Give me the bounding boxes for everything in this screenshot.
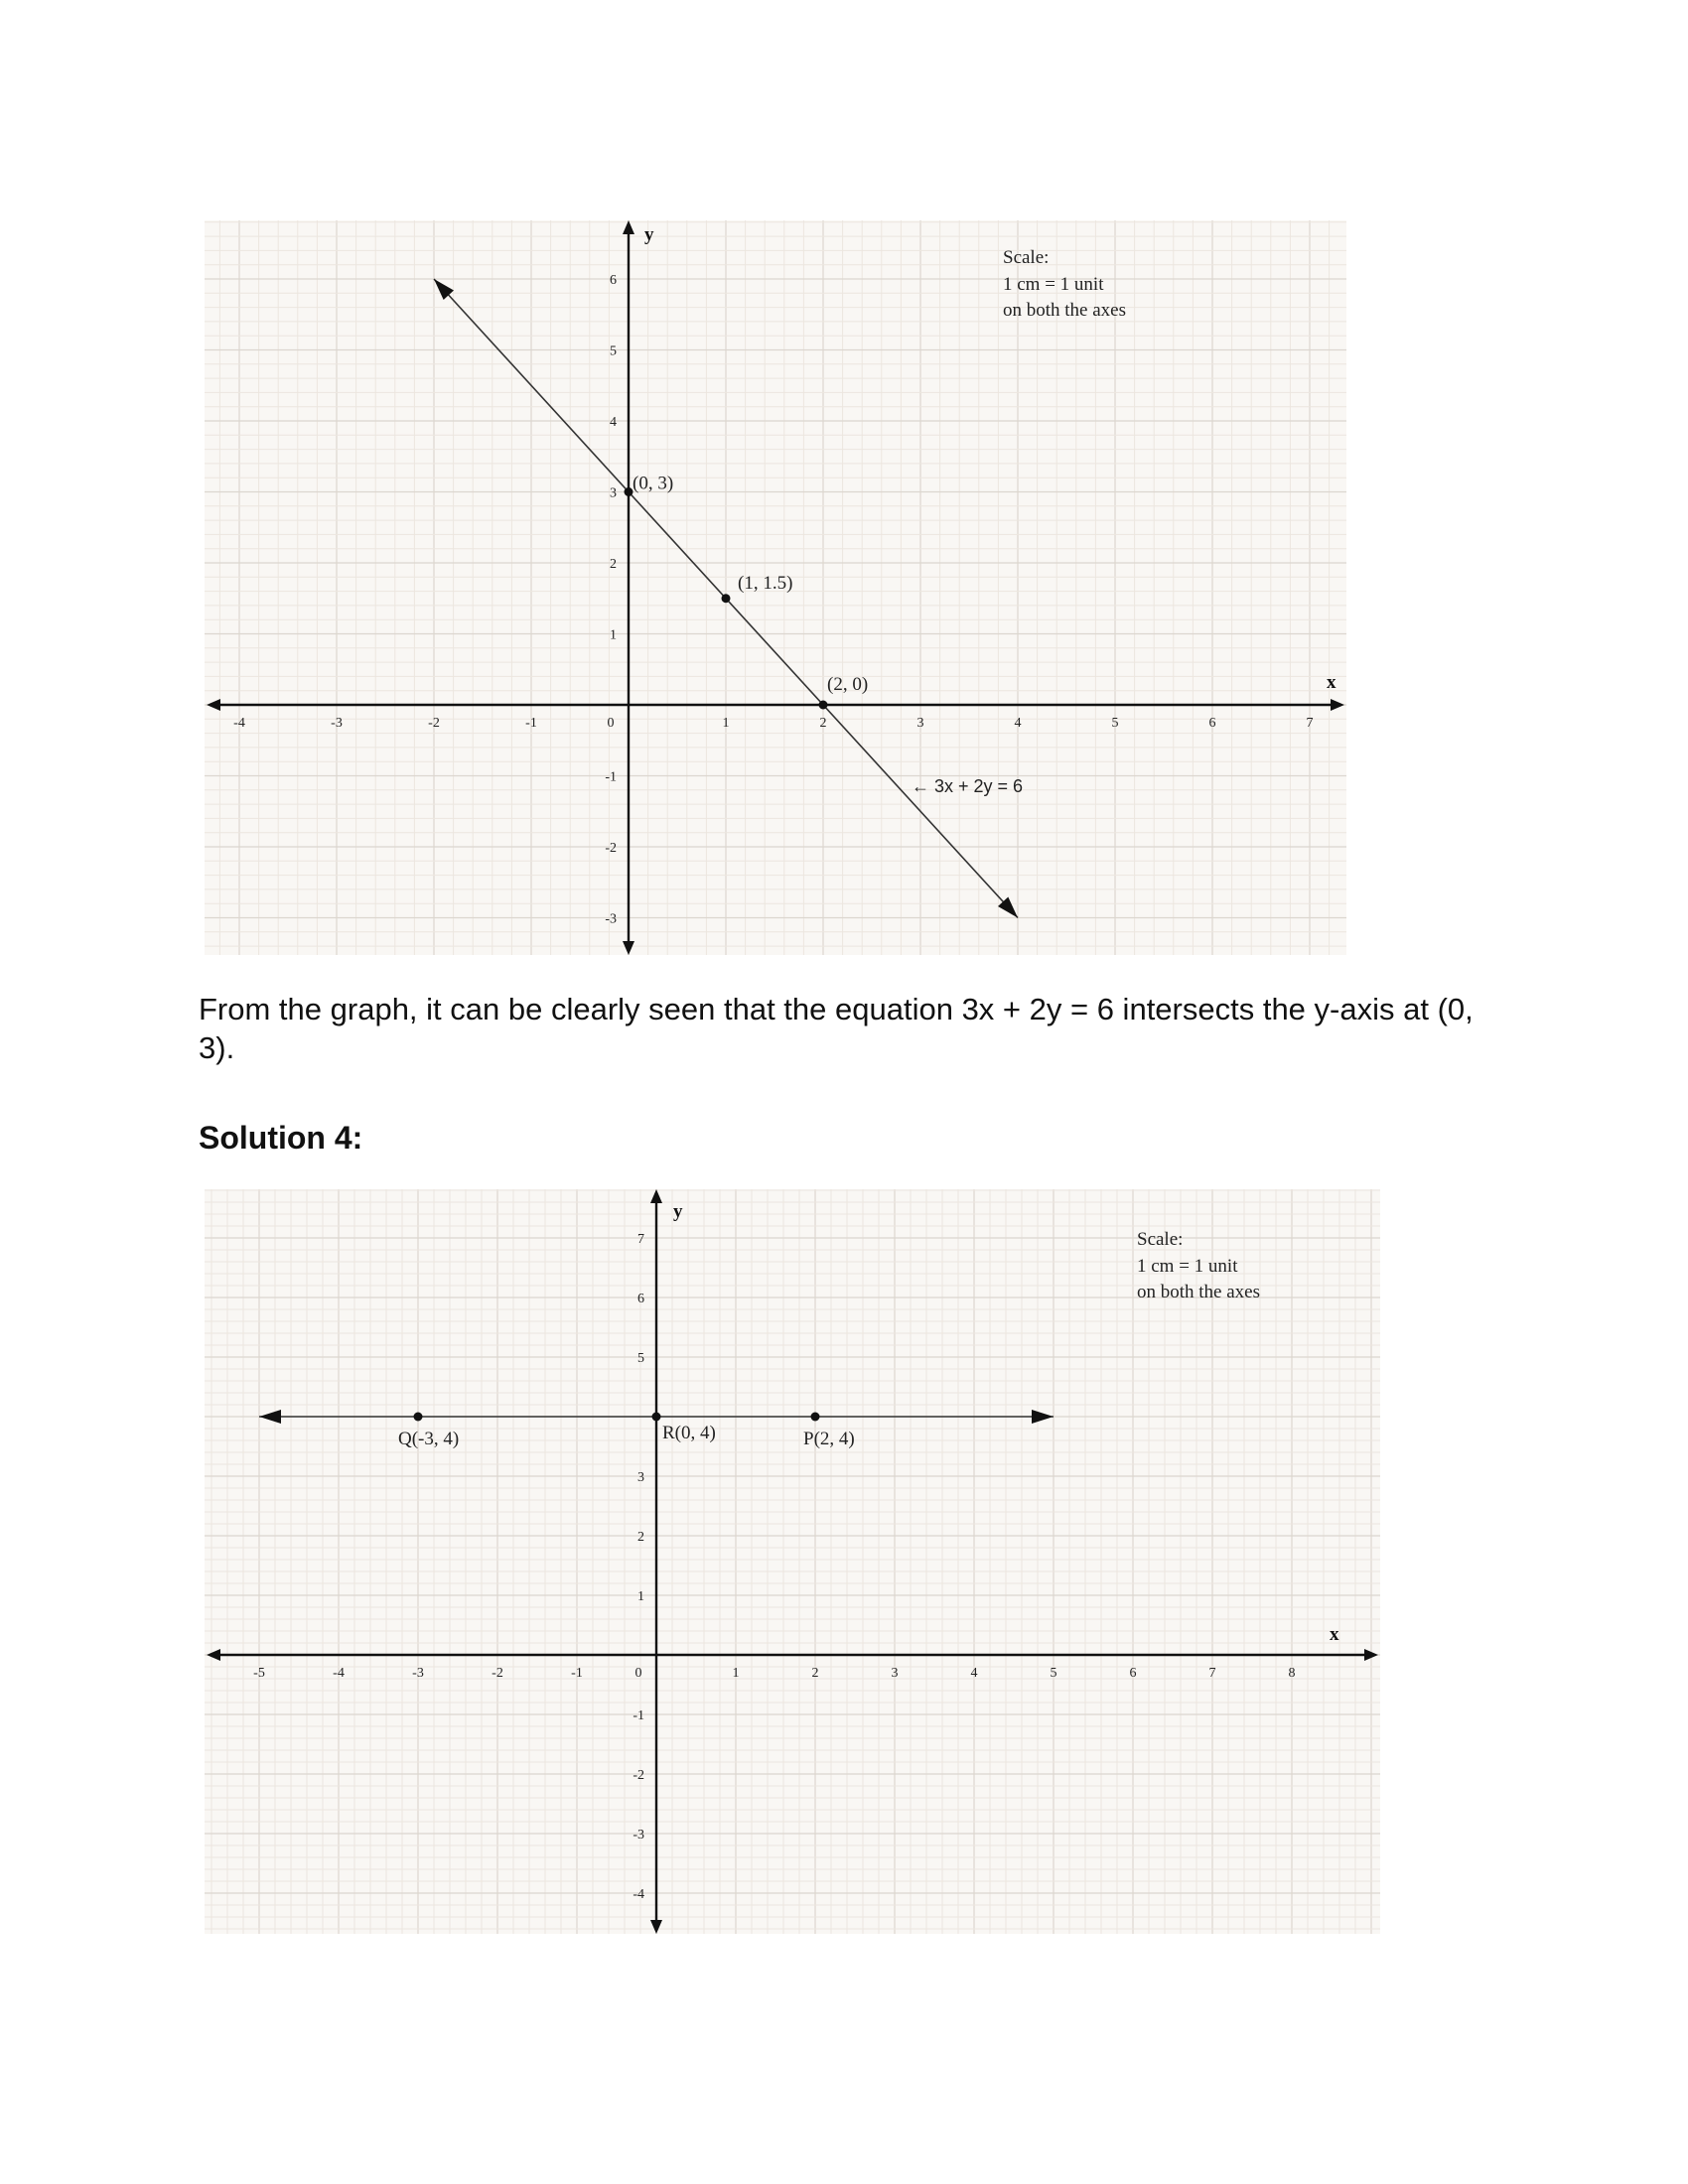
scale-title: Scale: — [1137, 1229, 1184, 1250]
y-tick-label: 3 — [637, 1470, 644, 1485]
scale-axes-note: on both the axes — [1003, 300, 1127, 321]
graph-line-y-4 — [205, 1189, 1380, 1934]
x-axis-label: x — [1330, 1624, 1339, 1645]
x-tick-label: -1 — [525, 716, 537, 731]
scale-ratio: 1 cm = 1 unit — [1137, 1256, 1238, 1277]
y-tick-label: 5 — [637, 1351, 644, 1366]
point-marker — [722, 594, 731, 603]
y-tick-label: 3 — [610, 485, 617, 501]
x-tick-label: -1 — [571, 1666, 583, 1681]
y-tick-label: -1 — [605, 769, 617, 785]
x-tick-label: -3 — [331, 716, 343, 731]
y-tick-label: 5 — [610, 343, 617, 359]
y-tick-label: -1 — [633, 1708, 644, 1723]
x-tick-label: -4 — [233, 716, 245, 731]
y-tick-label: -2 — [605, 841, 617, 856]
x-tick-label: 1 — [722, 716, 730, 731]
y-tick-label: 6 — [610, 273, 617, 288]
x-tick-label: 5 — [1050, 1666, 1057, 1681]
y-tick-label: 2 — [610, 557, 617, 572]
y-axis-label: y — [673, 1201, 683, 1222]
point-label: (2, 0) — [827, 674, 869, 695]
y-tick-label: 1 — [637, 1589, 644, 1604]
x-tick-label: 0 — [607, 716, 615, 731]
point-label: Q(-3, 4) — [398, 1429, 460, 1449]
x-tick-label: 4 — [1014, 716, 1022, 731]
x-tick-label: 6 — [1129, 1666, 1137, 1681]
point-label: (1, 1.5) — [738, 572, 793, 594]
y-tick-label: 4 — [610, 415, 617, 430]
x-tick-label: -2 — [492, 1666, 503, 1681]
x-tick-label: 3 — [891, 1666, 899, 1681]
x-tick-label: 4 — [970, 1666, 978, 1681]
y-tick-label: 6 — [637, 1292, 644, 1306]
x-tick-label: 1 — [732, 1666, 740, 1681]
x-tick-label: 7 — [1306, 716, 1314, 731]
y-tick-label: -2 — [633, 1768, 644, 1783]
y-tick-label: -3 — [633, 1828, 644, 1843]
x-tick-label: 6 — [1208, 716, 1216, 731]
x-tick-label: -2 — [428, 716, 440, 731]
point-marker — [819, 701, 828, 710]
x-tick-label: 2 — [811, 1666, 819, 1681]
y-tick-label: -3 — [605, 911, 617, 927]
y-tick-label: 2 — [637, 1530, 644, 1545]
point-label: P(2, 4) — [803, 1429, 855, 1449]
x-tick-label: 5 — [1111, 716, 1119, 731]
point-label: (0, 3) — [633, 473, 674, 494]
x-tick-label: 8 — [1288, 1666, 1296, 1681]
x-tick-label: 2 — [819, 716, 827, 731]
x-tick-label: 7 — [1208, 1666, 1216, 1681]
y-tick-label: 7 — [637, 1232, 644, 1247]
x-axis-label: x — [1327, 672, 1336, 693]
y-axis-label: y — [644, 224, 654, 245]
scale-title: Scale: — [1003, 247, 1050, 268]
x-tick-label: 3 — [916, 716, 924, 731]
point-marker — [811, 1413, 820, 1422]
point-label: R(0, 4) — [662, 1423, 716, 1443]
y-tick-label: 1 — [610, 627, 617, 643]
x-tick-label: 0 — [634, 1666, 642, 1681]
point-marker — [414, 1413, 423, 1422]
y-tick-label: -4 — [633, 1887, 644, 1902]
equation-label: ← 3x + 2y = 6 — [912, 776, 1024, 796]
scale-ratio: 1 cm = 1 unit — [1003, 274, 1104, 295]
caption-text: From the graph, it can be clearly seen that the equation 3x + 2y = 6 intersects the y-axis at (0, 3). — [199, 992, 1474, 1065]
x-tick-label: -5 — [253, 1666, 265, 1681]
x-tick-label: -4 — [333, 1666, 345, 1681]
x-tick-label: -3 — [412, 1666, 424, 1681]
graph-line-3x-2y-6 — [205, 220, 1346, 955]
point-marker — [652, 1413, 661, 1422]
solution-heading: Solution 4: — [199, 1120, 363, 1156]
scale-axes-note: on both the axes — [1137, 1282, 1261, 1302]
